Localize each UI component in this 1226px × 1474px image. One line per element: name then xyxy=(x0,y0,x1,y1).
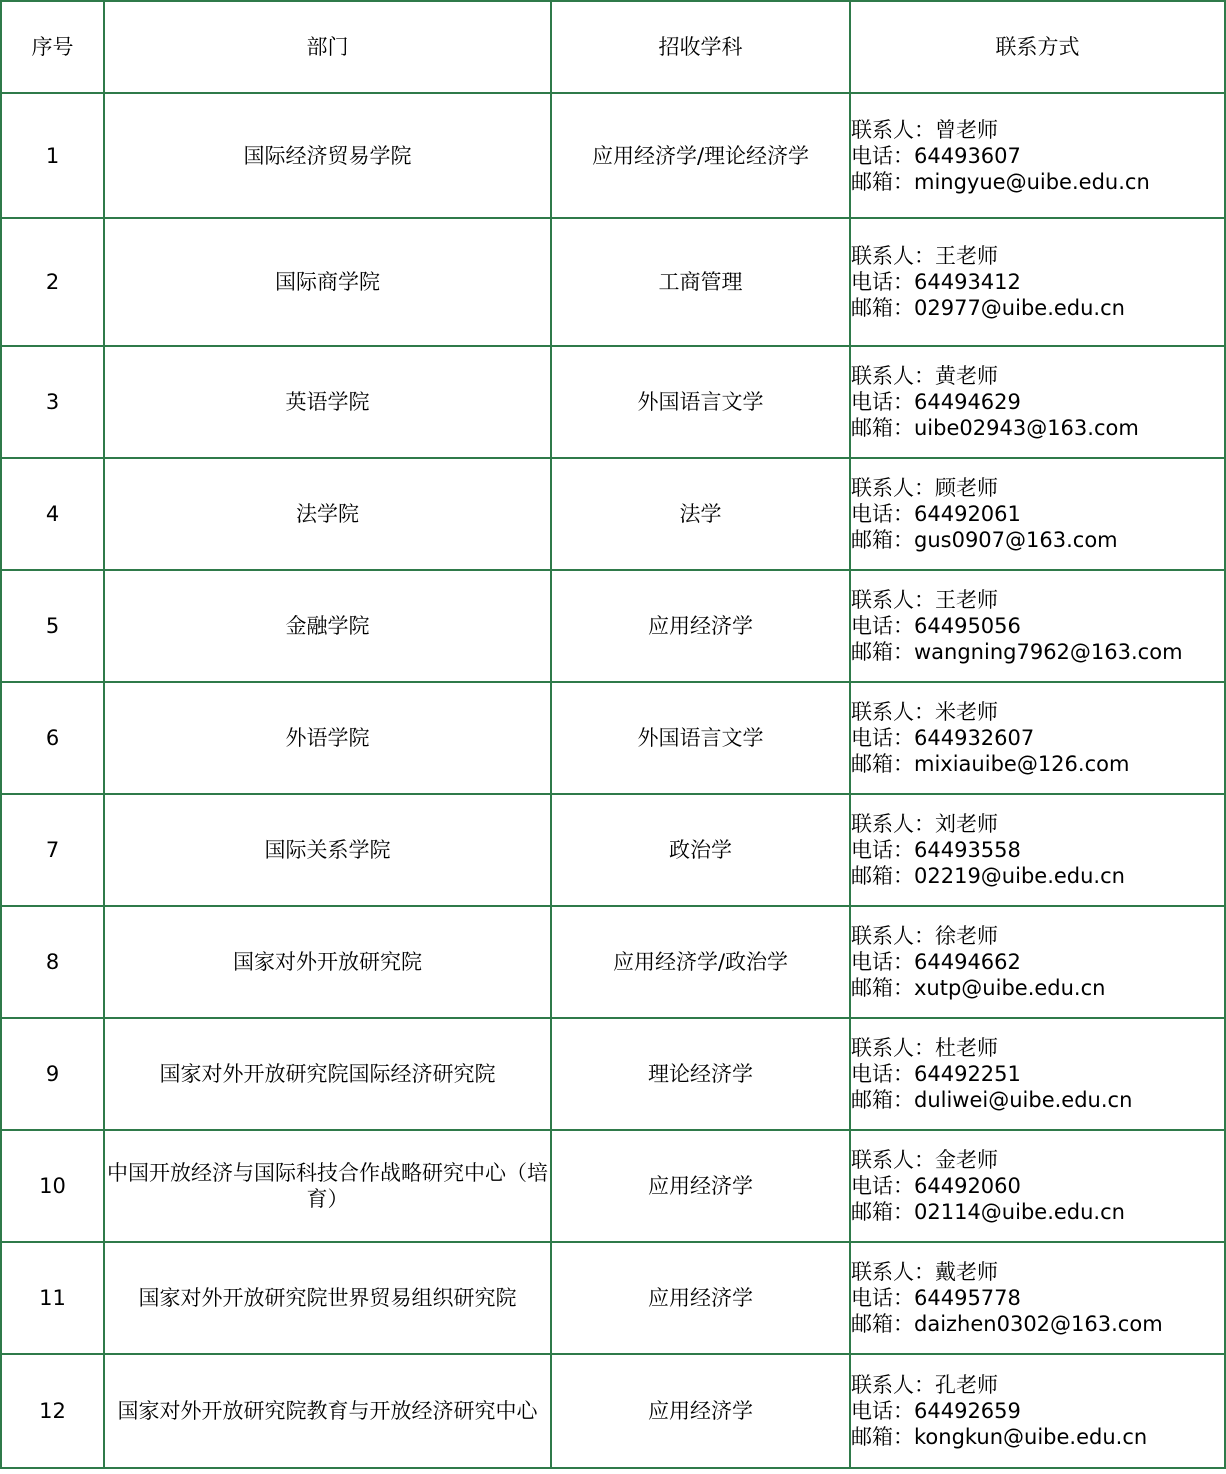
contact-email: mixiauibe@126.com xyxy=(914,752,1130,776)
contact-person-line xyxy=(851,587,1224,613)
table-body xyxy=(1,93,1225,1468)
contact-person-line xyxy=(851,699,1224,725)
contact-person-label: 联系人： xyxy=(851,1148,935,1172)
row-department: 外语学院 xyxy=(104,682,551,794)
contact-person: 顾老师 xyxy=(935,476,998,500)
contact-phone-line xyxy=(851,1061,1224,1087)
contact-person-label: 联系人： xyxy=(851,476,935,500)
contact-email-line xyxy=(851,415,1224,441)
contact-person-label: 联系人： xyxy=(851,924,935,948)
contact-phone: 64495056 xyxy=(914,614,1021,638)
contact-person: 曾老师 xyxy=(935,117,998,142)
contact-email-line xyxy=(851,863,1224,889)
contact-phone: 64494662 xyxy=(914,950,1021,974)
row-contact xyxy=(850,682,1225,794)
row-department: 国家对外开放研究院 xyxy=(104,906,551,1018)
header-contact: 联系方式 xyxy=(850,1,1225,93)
table-row xyxy=(1,1354,1225,1468)
contact-email-label: 邮箱： xyxy=(851,416,914,440)
contact-phone-line xyxy=(851,389,1224,415)
contact-person-label: 联系人： xyxy=(851,700,935,724)
contact-email-label: 邮箱： xyxy=(851,1088,914,1112)
contact-person-line xyxy=(851,117,1224,143)
row-index: 7 xyxy=(1,794,104,906)
contact-email-line xyxy=(851,1424,1224,1450)
contact-phone-line xyxy=(851,143,1224,169)
contact-phone-label: 电话： xyxy=(851,1399,914,1423)
contact-phone-label: 电话： xyxy=(851,502,914,526)
table-row xyxy=(1,458,1225,570)
contact-email-line xyxy=(851,169,1224,195)
contact-phone-label: 电话： xyxy=(851,950,914,974)
contact-person-label: 联系人： xyxy=(851,588,935,612)
row-subject: 应用经济学 xyxy=(551,1354,850,1468)
row-contact xyxy=(850,1242,1225,1354)
row-index: 11 xyxy=(1,1242,104,1354)
contact-person: 王老师 xyxy=(935,588,998,612)
row-index: 12 xyxy=(1,1354,104,1468)
row-contact xyxy=(850,1018,1225,1130)
row-index: 2 xyxy=(1,218,104,346)
contact-email-label: 邮箱： xyxy=(851,976,914,1000)
contact-person-label: 联系人： xyxy=(851,1036,935,1060)
contact-person-line xyxy=(851,243,1224,269)
contact-email-line xyxy=(851,975,1224,1001)
contact-phone-label: 电话： xyxy=(851,1174,914,1198)
contact-phone: 64492061 xyxy=(914,502,1021,526)
row-subject: 政治学 xyxy=(551,794,850,906)
row-contact xyxy=(850,1130,1225,1242)
contact-email: daizhen0302@163.com xyxy=(914,1312,1163,1336)
contact-person-label: 联系人： xyxy=(851,1373,935,1397)
contact-person: 徐老师 xyxy=(935,924,998,948)
contact-phone-label: 电话： xyxy=(851,614,914,638)
contact-person-line xyxy=(851,1147,1224,1173)
row-subject: 应用经济学/理论经济学 xyxy=(551,93,850,218)
row-subject: 工商管理 xyxy=(551,218,850,346)
row-subject: 外国语言文学 xyxy=(551,682,850,794)
header-department: 部门 xyxy=(104,1,551,93)
table-row xyxy=(1,570,1225,682)
table-row xyxy=(1,93,1225,218)
contact-email-line xyxy=(851,639,1224,665)
row-department: 国家对外开放研究院国际经济研究院 xyxy=(104,1018,551,1130)
contact-email: uibe02943@163.com xyxy=(914,416,1139,440)
contact-email-label: 邮箱： xyxy=(851,296,914,320)
row-subject: 外国语言文学 xyxy=(551,346,850,458)
row-contact xyxy=(850,218,1225,346)
contact-person: 戴老师 xyxy=(935,1260,998,1284)
contact-phone-label: 电话： xyxy=(851,270,914,294)
table-row xyxy=(1,1018,1225,1130)
contact-phone-label: 电话： xyxy=(851,390,914,414)
table-row xyxy=(1,346,1225,458)
contact-phone: 64493607 xyxy=(914,143,1021,168)
contact-phone-line xyxy=(851,1398,1224,1424)
row-contact xyxy=(850,794,1225,906)
row-subject: 法学 xyxy=(551,458,850,570)
contact-person-label: 联系人： xyxy=(851,364,935,388)
contact-person-line xyxy=(851,1035,1224,1061)
table-row xyxy=(1,794,1225,906)
contact-email-line xyxy=(851,751,1224,777)
table-row xyxy=(1,218,1225,346)
row-contact xyxy=(850,346,1225,458)
contact-person-line xyxy=(851,923,1224,949)
row-department: 国际经济贸易学院 xyxy=(104,93,551,218)
contact-person-label: 联系人： xyxy=(851,244,935,268)
contact-email: kongkun@uibe.edu.cn xyxy=(914,1425,1148,1449)
row-subject: 理论经济学 xyxy=(551,1018,850,1130)
contact-email: gus0907@163.com xyxy=(914,528,1118,552)
row-department: 中国开放经济与国际科技合作战略研究中心（培育） xyxy=(104,1130,551,1242)
row-index: 1 xyxy=(1,93,104,218)
contact-email: wangning7962@163.com xyxy=(914,640,1183,664)
contact-person-line xyxy=(851,811,1224,837)
contact-email: 02977@uibe.edu.cn xyxy=(914,296,1125,320)
contact-email-label: 邮箱： xyxy=(851,752,914,776)
row-contact xyxy=(850,906,1225,1018)
contact-person: 米老师 xyxy=(935,700,998,724)
contact-person: 杜老师 xyxy=(935,1036,998,1060)
table-row xyxy=(1,1130,1225,1242)
row-department: 国家对外开放研究院教育与开放经济研究中心 xyxy=(104,1354,551,1468)
contact-phone-label: 电话： xyxy=(851,726,914,750)
contact-person: 刘老师 xyxy=(935,812,998,836)
contact-person-label: 联系人： xyxy=(851,117,935,142)
row-index: 8 xyxy=(1,906,104,1018)
contact-phone: 64493412 xyxy=(914,270,1021,294)
contact-phone-line xyxy=(851,501,1224,527)
table-row xyxy=(1,906,1225,1018)
contact-email-label: 邮箱： xyxy=(851,640,914,664)
row-index: 4 xyxy=(1,458,104,570)
contact-person-line xyxy=(851,475,1224,501)
row-index: 9 xyxy=(1,1018,104,1130)
contact-phone: 64492060 xyxy=(914,1174,1021,1198)
row-contact xyxy=(850,93,1225,218)
contact-phone: 64492251 xyxy=(914,1062,1021,1086)
table-row xyxy=(1,1242,1225,1354)
contact-email-label: 邮箱： xyxy=(851,1425,914,1449)
contact-email-line xyxy=(851,1087,1224,1113)
contact-phone: 64494629 xyxy=(914,390,1021,414)
contact-email-line xyxy=(851,527,1224,553)
contact-person-line xyxy=(851,363,1224,389)
contact-email: 02114@uibe.edu.cn xyxy=(914,1200,1125,1224)
row-contact xyxy=(850,1354,1225,1468)
row-department: 英语学院 xyxy=(104,346,551,458)
contact-person: 金老师 xyxy=(935,1148,998,1172)
contact-phone: 64495778 xyxy=(914,1286,1021,1310)
row-index: 6 xyxy=(1,682,104,794)
contact-email-label: 邮箱： xyxy=(851,169,914,194)
contact-person: 孔老师 xyxy=(935,1373,998,1397)
contact-email-line xyxy=(851,295,1224,321)
contact-email-line xyxy=(851,1199,1224,1225)
row-subject: 应用经济学 xyxy=(551,1130,850,1242)
contact-phone-line xyxy=(851,725,1224,751)
contact-email-label: 邮箱： xyxy=(851,528,914,552)
header-subject: 招收学科 xyxy=(551,1,850,93)
contact-person-line xyxy=(851,1259,1224,1285)
contact-email: duliwei@uibe.edu.cn xyxy=(914,1088,1133,1112)
row-index: 10 xyxy=(1,1130,104,1242)
row-index: 5 xyxy=(1,570,104,682)
row-subject: 应用经济学 xyxy=(551,1242,850,1354)
contact-phone-line xyxy=(851,837,1224,863)
contact-email: 02219@uibe.edu.cn xyxy=(914,864,1125,888)
contact-phone-line xyxy=(851,1285,1224,1311)
contact-email-line xyxy=(851,1311,1224,1337)
table-row xyxy=(1,682,1225,794)
contact-phone-line xyxy=(851,613,1224,639)
row-department: 法学院 xyxy=(104,458,551,570)
contact-phone-line xyxy=(851,1173,1224,1199)
contact-person: 王老师 xyxy=(935,244,998,268)
contact-phone-label: 电话： xyxy=(851,1286,914,1310)
header-index: 序号 xyxy=(1,1,104,93)
row-contact xyxy=(850,570,1225,682)
contact-person-label: 联系人： xyxy=(851,812,935,836)
row-department: 金融学院 xyxy=(104,570,551,682)
contact-phone-line xyxy=(851,269,1224,295)
row-department: 国际商学院 xyxy=(104,218,551,346)
row-index: 3 xyxy=(1,346,104,458)
contact-person-line xyxy=(851,1372,1224,1398)
row-department: 国际关系学院 xyxy=(104,794,551,906)
contact-phone-label: 电话： xyxy=(851,143,914,168)
contact-phone-label: 电话： xyxy=(851,1062,914,1086)
contact-phone-label: 电话： xyxy=(851,838,914,862)
contact-email: mingyue@uibe.edu.cn xyxy=(914,169,1150,194)
contact-person-label: 联系人： xyxy=(851,1260,935,1284)
row-contact xyxy=(850,458,1225,570)
contact-phone-line xyxy=(851,949,1224,975)
row-department: 国家对外开放研究院世界贸易组织研究院 xyxy=(104,1242,551,1354)
contact-phone: 64493558 xyxy=(914,838,1021,862)
contact-email-label: 邮箱： xyxy=(851,864,914,888)
contact-person: 黄老师 xyxy=(935,364,998,388)
contact-email-label: 邮箱： xyxy=(851,1200,914,1224)
contact-phone: 64492659 xyxy=(914,1399,1021,1423)
contact-email: xutp@uibe.edu.cn xyxy=(914,976,1106,1000)
contact-email-label: 邮箱： xyxy=(851,1312,914,1336)
row-subject: 应用经济学 xyxy=(551,570,850,682)
header-row xyxy=(1,1,1225,93)
row-subject: 应用经济学/政治学 xyxy=(551,906,850,1018)
contact-phone: 644932607 xyxy=(914,726,1035,750)
